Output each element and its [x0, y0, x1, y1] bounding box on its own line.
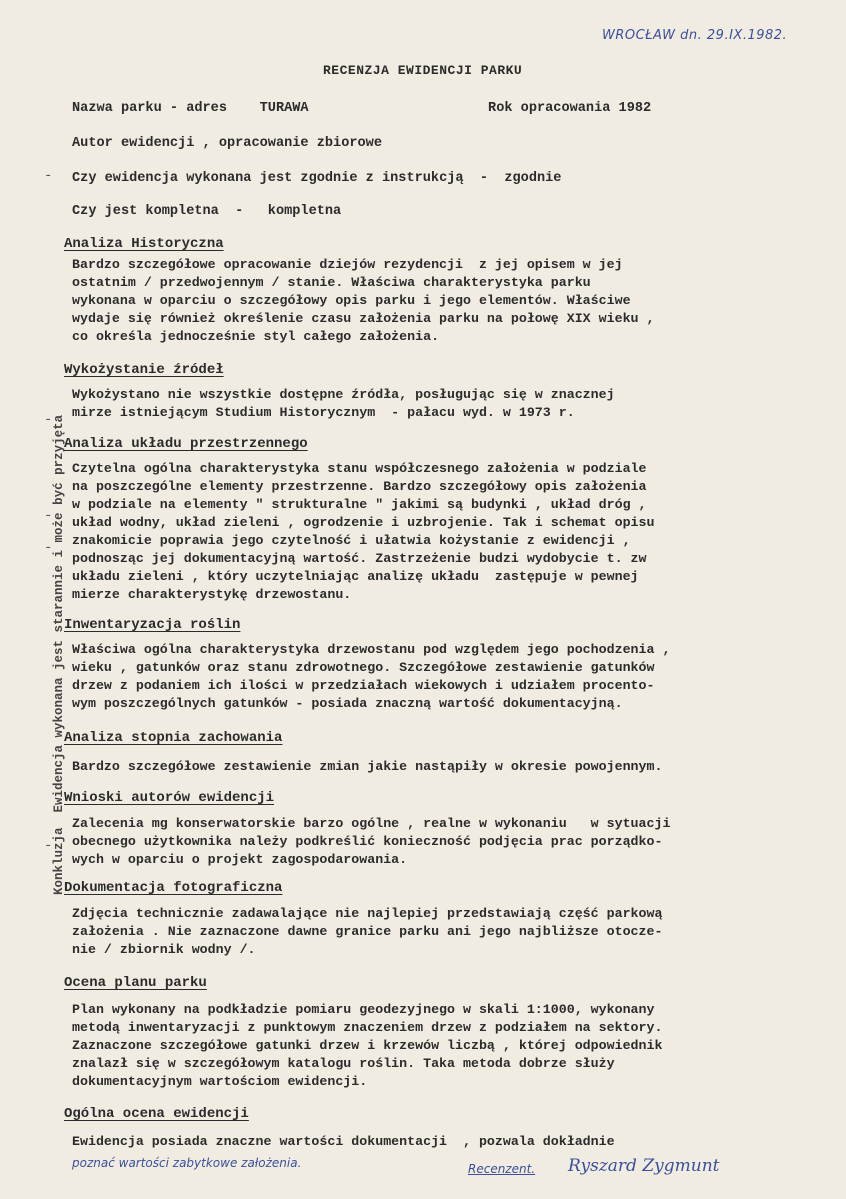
margin-mark: ‐: [44, 168, 53, 184]
section-body: [72, 1001, 840, 1091]
section-heading: Analiza stopnia zachowania: [64, 730, 283, 746]
section-line: wykonana w oparciu o szczegółowy opis parku i jego elementów. Właściwe: [72, 293, 631, 308]
handwritten-date: WROCŁAW dn. 29.IX.1982.: [602, 28, 788, 43]
section-line: Ewidencja posiada znaczne wartości dokumentacji , pozwala dokładnie: [72, 1134, 615, 1149]
reviewer-label: Recenzent.: [468, 1162, 536, 1176]
section-body: [72, 256, 840, 346]
section-line: Plan wykonany na podkładzie pomiaru geodezyjnego w skali 1:1000, wykonany: [72, 1002, 655, 1017]
section-heading: Inwentaryzacja roślin: [64, 617, 241, 633]
section-body: [72, 815, 840, 869]
author-line: Autor ewidencji , opracowanie zbiorowe: [72, 136, 382, 151]
completeness-line: Czy jest kompletna - kompletna: [72, 204, 342, 219]
margin-mark: ‐: [44, 838, 53, 854]
section-line: nie / zbiornik wodny /.: [72, 942, 256, 957]
margin-mark: ‐: [44, 508, 53, 524]
park-name-line: Nazwa parku - adres TURAWA Rok opracowania 1982: [72, 101, 652, 116]
section-body: [72, 758, 840, 776]
instruction-compliance-line: Czy ewidencja wykonana jest zgodnie z instrukcją - zgodnie: [72, 171, 562, 186]
section-body: [72, 641, 840, 713]
section-line: mirze istniejącym Studium Historycznym - pałacu wyd. w 1973 r.: [72, 405, 575, 420]
section-line: Właściwa ogólna charakterystyka drzewostanu pod względem jego pochodzenia ,: [72, 642, 671, 657]
section-line: ostatnim / przedwojennym / stanie. Właściwa charakterystyka parku: [72, 275, 591, 290]
section-line: Zdjęcia technicznie zadawalające nie najlepiej przedstawiają część parkową: [72, 906, 663, 921]
section-line: co określa jednocześnie styl całego założenia.: [72, 329, 440, 344]
section-line: założenia . Nie zaznaczone dawne granice parku ani jego najbliższe otocze-: [72, 924, 663, 939]
section-body: [72, 460, 840, 604]
section-line: wych w oparciu o projekt zagospodarowania.: [72, 852, 408, 867]
section-line: Bardzo szczegółowe zestawienie zmian jakie nastąpiły w okresie powojennym.: [72, 759, 663, 774]
side-conclusion-note: Konkluzja Ewidencja wykonana jest starannie i może być przyjęta: [52, 414, 66, 895]
section-heading: Dokumentacja fotograficzna: [64, 880, 283, 896]
section-heading: Analiza Historyczna: [64, 236, 224, 252]
section-line: Zalecenia mg konserwatorskie barzo ogólne , realne w wykonaniu w sytuacji: [72, 816, 671, 831]
section-line: układ wodny, układ zieleni , ogrodzenie i uzbrojenie. Tak i schemat opisu: [72, 515, 655, 530]
section-line: Wykożystano nie wszystkie dostępne źródła, posługując się w znacznej: [72, 387, 615, 402]
section-line: podnosząc jej dokumentacyjną wartość. Zastrzeżenie budzi wydobycie t. zw: [72, 551, 647, 566]
section-line: mierze charakterystykę drzewostanu.: [72, 587, 352, 602]
handwritten-note: poznać wartości zabytkowe założenia.: [72, 1156, 302, 1170]
section-line: układu zieleni , który uczytelniając analizę układu zastępuje w pewnej: [72, 569, 639, 584]
section-line: znakomicie poprawia jego czytelność i ułatwia kożystanie z ewidencji ,: [72, 533, 631, 548]
section-line: w podziale na elementy " strukturalne " jakimi są budynki , układ dróg ,: [72, 497, 647, 512]
section-line: metodą inwentaryzacji z punktowym znaczeniem drzew z podziałem na sektory.: [72, 1020, 663, 1035]
section-heading: Ocena planu parku: [64, 975, 207, 991]
section-line: Czytelna ogólna charakterystyka stanu współczesnego założenia w podziale: [72, 461, 647, 476]
handwritten-signature: Ryszard Zygmunt: [568, 1156, 720, 1176]
margin-mark: ‐: [44, 540, 53, 556]
section-heading: Ogólna ocena ewidencji: [64, 1106, 249, 1122]
section-line: wym poszczególnych gatunków - posiada znaczną wartość dokumentacyjną.: [72, 696, 623, 711]
section-line: obecnego użytkownika należy podkreślić konieczność podjęcia prac porządko-: [72, 834, 663, 849]
section-line: wydaje się również określenie czasu założenia parku na połowę XIX wieku ,: [72, 311, 655, 326]
section-body: [72, 1133, 840, 1151]
section-line: wieku , gatunków oraz stanu zdrowotnego. Szczegółowe zestawienie gatunków: [72, 660, 655, 675]
signature-block: [468, 1156, 788, 1192]
section-line: dokumentacyjnym wartościom ewidencji.: [72, 1074, 368, 1089]
section-heading: Analiza układu przestrzennego: [64, 436, 308, 452]
section-heading: Wnioski autorów ewidencji: [64, 790, 275, 806]
document-title: RECENZJA EWIDENCJI PARKU: [323, 63, 523, 78]
section-line: na poszczególne elementy przestrzenne. Bardzo szczegółowy opis założenia: [72, 479, 647, 494]
margin-mark: ‐: [44, 412, 53, 428]
section-line: znalazł się w szczegółowym katalogu roślin. Taka metoda dobrze służy: [72, 1056, 615, 1071]
section-line: Zaznaczone szczegółowe gatunki drzew i krzewów liczbą , której odpowiednik: [72, 1038, 663, 1053]
section-line: drzew z podaniem ich ilości w przedziałach wiekowych i udziałem procento-: [72, 678, 655, 693]
section-body: [72, 386, 840, 422]
section-body: [72, 905, 840, 959]
section-line: Bardzo szczegółowe opracowanie dziejów rezydencji z jej opisem w jej: [72, 257, 623, 272]
section-heading: Wykożystanie źródeł: [64, 362, 224, 378]
